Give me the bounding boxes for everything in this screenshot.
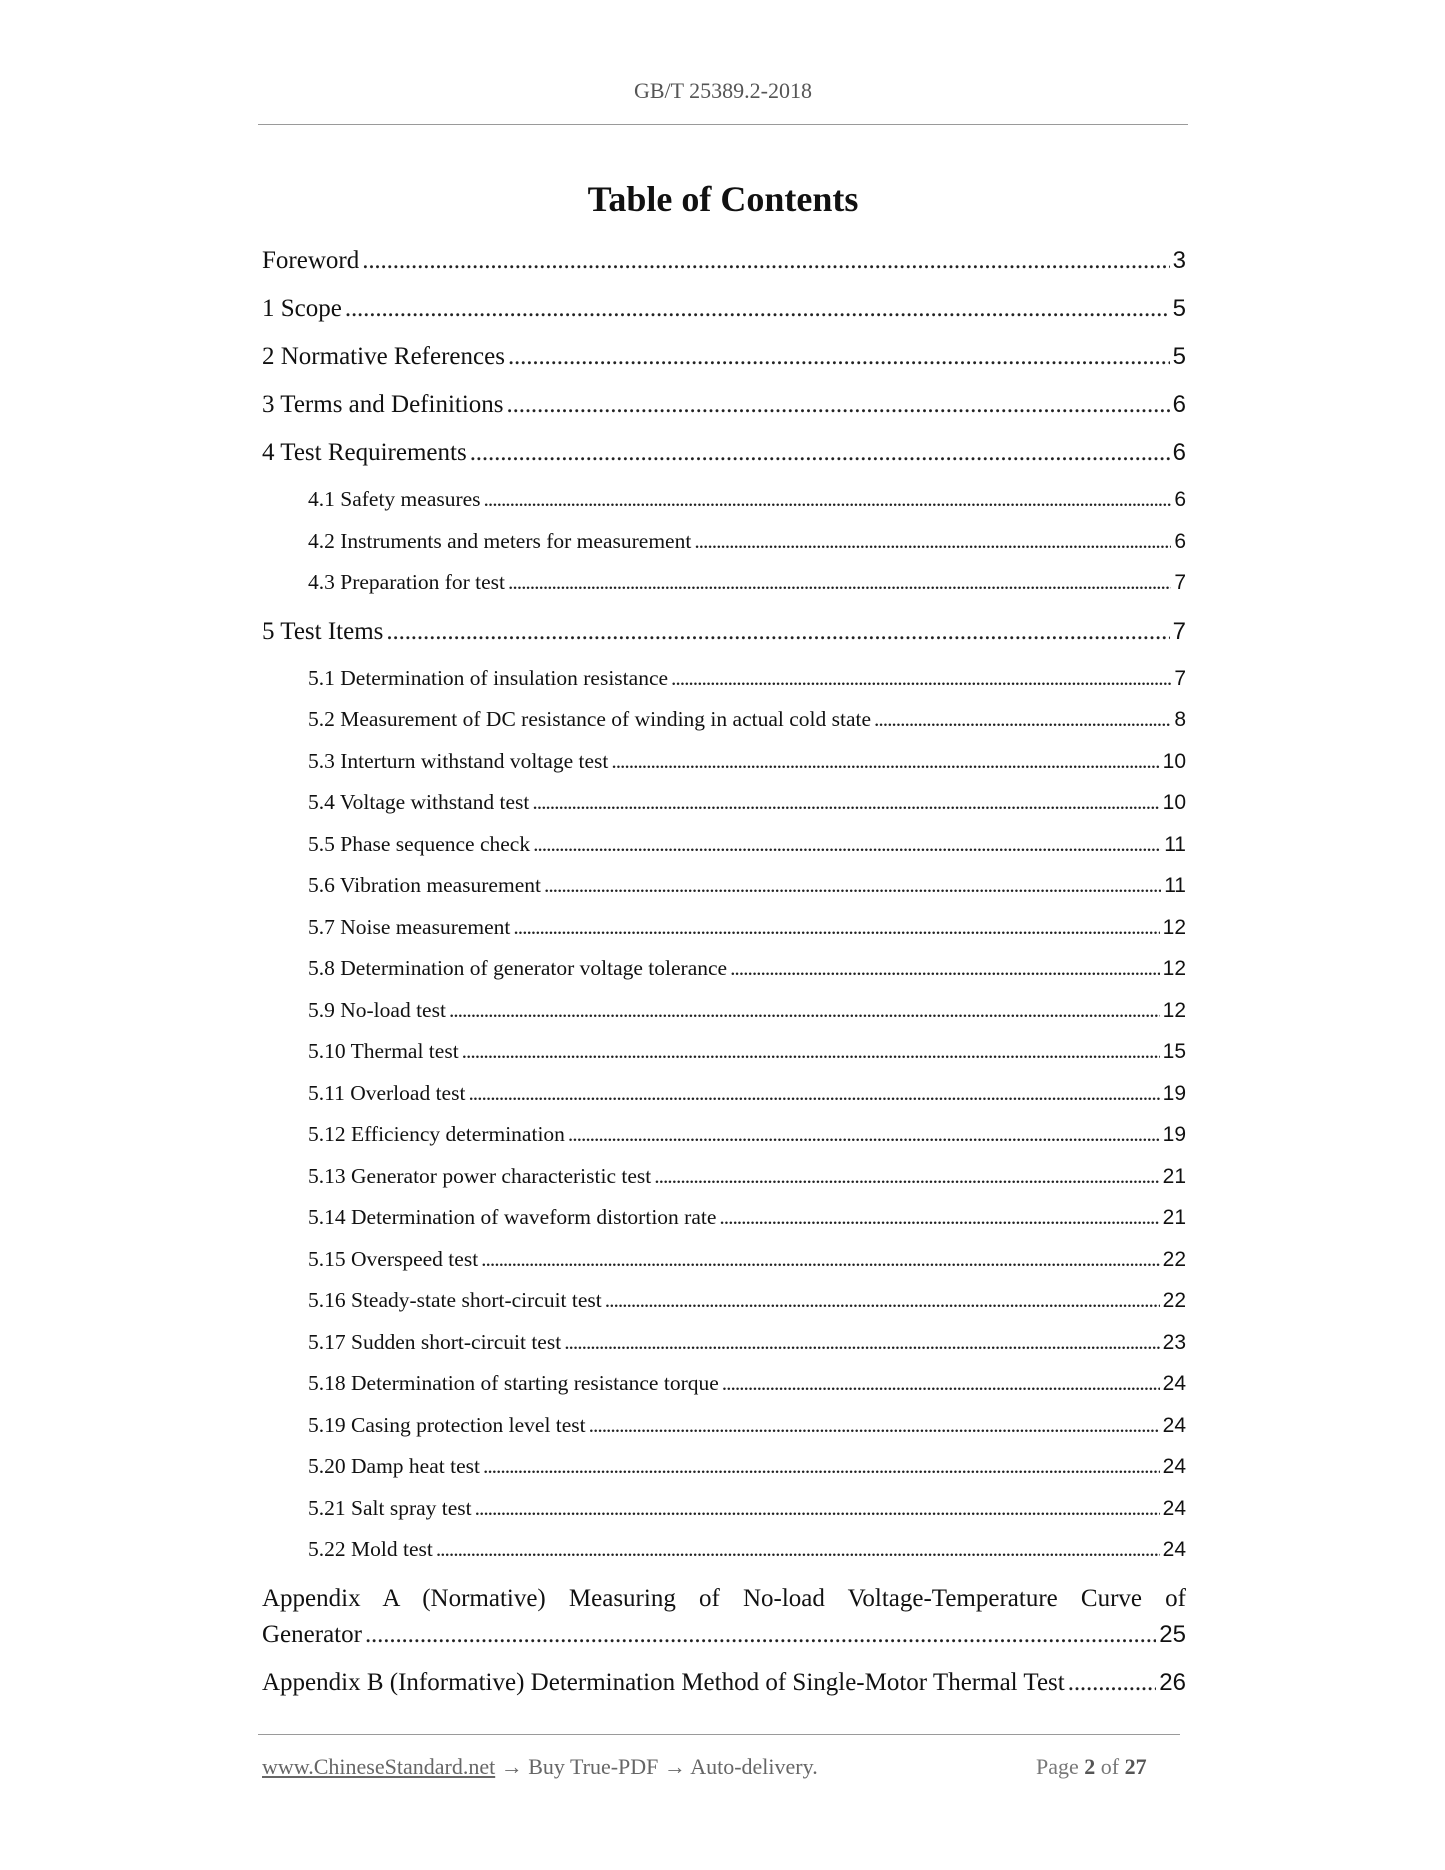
page-word: Page [1036,1754,1079,1779]
dot-leader [386,618,1169,646]
page-title: Table of Contents [587,179,859,219]
toc-label: 5.19 Casing protection level test [308,1412,586,1437]
dot-leader [1068,1669,1157,1697]
toc-entry-5-13[interactable] [262,1164,1186,1206]
arrow-right-icon: → [500,1754,523,1779]
footer-promo [262,1754,818,1780]
dot-leader [449,998,1160,1023]
dot-leader [507,391,1170,419]
header-divider [258,124,1188,125]
toc-page-number: 7 [1174,666,1186,690]
toc-label: 4 Test Requirements [262,439,467,466]
toc-label: 4.3 Preparation for test [308,570,506,594]
dot-leader [508,343,1170,371]
toc-page-number: 24 [1162,1372,1186,1395]
toc-page-number: 11 [1164,832,1186,856]
toc-entry-4-1[interactable] [262,487,1186,529]
arrow-right-icon: → [663,1754,686,1779]
toc-page-number: 7 [1172,617,1186,645]
toc-page-number: 6 [1172,439,1186,466]
dot-leader [345,295,1170,323]
toc-label: 5.6 Vibration measurement [308,873,541,897]
toc-label-line2: Generator [262,1620,362,1648]
auto-delivery-text: Auto-delivery. [690,1754,818,1779]
toc-label: 5.21 Salt spray test [308,1495,472,1520]
toc-entry-4-2[interactable] [262,529,1186,571]
toc-entry-normative-references[interactable] [262,343,1186,391]
toc-page-number: 24 [1162,1455,1186,1478]
toc-page-number: 19 [1162,1081,1186,1105]
toc-entry-5-7[interactable] [262,915,1186,957]
toc-label: 5.1 Determination of insulation resistance [308,665,669,690]
toc-label: 5.4 Voltage withstand test [308,790,530,814]
toc-label: 5.5 Phase sequence check [308,831,531,856]
toc-entry-5-6[interactable] [262,873,1186,915]
toc-label: 5.16 Steady-state short-circuit test [308,1288,602,1312]
toc-label: 5.15 Overspeed test [308,1246,479,1271]
toc-entry-5-5[interactable] [262,832,1186,874]
toc-label: 5.22 Mold test [308,1537,433,1561]
toc-page-number: 5 [1172,343,1186,370]
toc-entry-5-16[interactable] [262,1288,1186,1330]
toc-entry-5-17[interactable] [262,1330,1186,1372]
dot-leader [468,1081,1159,1106]
toc-page-number: 12 [1162,957,1186,980]
dot-leader [564,1330,1159,1355]
buy-true-pdf-text: Buy True-PDF [528,1754,659,1779]
table-of-contents [262,247,1186,1717]
toc-page-number: 12 [1162,998,1186,1022]
dot-leader [470,439,1170,467]
toc-page-number: 24 [1162,1538,1186,1561]
toc-label: 5.14 Determination of waveform distortion rate [308,1205,717,1229]
toc-page-number: 6 [1174,529,1186,553]
toc-label: 5.13 Generator power characteristic test [308,1163,652,1188]
toc-label: 5 Test Items [262,617,384,645]
toc-page-number: 5 [1172,295,1186,322]
toc-page-number: 23 [1162,1330,1186,1354]
toc-page-number: 12 [1162,915,1186,939]
toc-page-number: 10 [1162,791,1186,814]
toc-entry-5-19[interactable] [262,1413,1186,1455]
toc-entry-appendix-a[interactable] [262,1585,1186,1669]
dot-leader [475,1496,1160,1521]
toc-entry-5-21[interactable] [262,1496,1186,1538]
toc-page-number: 6 [1174,488,1186,511]
toc-label: Appendix B (Informative) Determination Method of Single-Motor Thermal Test [262,1668,1065,1696]
dot-leader [874,707,1171,732]
toc-label-line1: Appendix A (Normative) Measuring of No-load Voltage-Temperature Curve of [262,1584,1186,1612]
toc-page-number: 22 [1162,1289,1186,1312]
dot-leader [362,247,1169,275]
toc-entry-5-4[interactable] [262,790,1186,832]
toc-page-number: 15 [1162,1040,1186,1063]
dot-leader [513,915,1159,940]
toc-entry-test-items[interactable] [262,618,1186,666]
dot-leader [654,1164,1159,1189]
document-id-header: GB/T 25389.2-2018 [633,78,813,103]
current-page-number: 2 [1084,1754,1096,1779]
toc-label: 4.2 Instruments and meters for measurement [308,528,692,553]
toc-page-number: 24 [1162,1496,1186,1520]
toc-page-number: 3 [1172,247,1186,274]
toc-entry-5-22[interactable] [262,1537,1186,1579]
toc-entry-4-3[interactable] [262,570,1186,612]
dot-leader [694,529,1171,554]
website-link[interactable]: www.ChineseStandard.net [262,1754,496,1779]
toc-page-number: 11 [1164,874,1186,897]
dot-leader [719,1205,1159,1230]
dot-leader [671,666,1171,691]
toc-label: 5.8 Determination of generator voltage tolerance [308,956,728,980]
toc-label: 5.18 Determination of starting resistance torque [308,1371,719,1395]
dot-leader [589,1413,1160,1438]
total-pages: 27 [1124,1754,1147,1779]
page-indicator [1036,1754,1147,1780]
toc-label: 3 Terms and Definitions [262,391,504,418]
toc-entry-test-requirements[interactable] [262,439,1186,487]
toc-label: 5.2 Measurement of DC resistance of winding in actual cold state [308,707,872,731]
footer-divider [258,1734,1180,1735]
toc-entry-5-18[interactable] [262,1371,1186,1413]
dot-leader [365,1621,1156,1649]
toc-label: 5.11 Overload test [308,1080,466,1105]
toc-entry-terms-and-definitions[interactable] [262,391,1186,439]
toc-entry-5-15[interactable] [262,1247,1186,1289]
toc-label: 5.3 Interturn withstand voltage test [308,748,609,773]
toc-entry-5-11[interactable] [262,1081,1186,1123]
dot-leader [544,873,1161,898]
toc-label: 5.9 No-load test [308,997,446,1022]
toc-entry-5-14[interactable] [262,1205,1186,1247]
dot-leader [611,749,1159,774]
toc-label: Foreword [262,247,360,274]
dot-leader [722,1371,1160,1396]
dot-leader [532,790,1159,815]
toc-entry-foreword[interactable] [262,247,1186,295]
toc-page-number: 10 [1162,749,1186,773]
toc-entry-5-20[interactable] [262,1454,1186,1496]
dot-leader [483,1454,1160,1479]
toc-page-number: 22 [1162,1247,1186,1271]
toc-page-number: 24 [1162,1413,1186,1437]
toc-label: 5.7 Noise measurement [308,914,511,939]
toc-page-number: 21 [1162,1164,1186,1188]
toc-label: 1 Scope [262,295,342,322]
toc-label: 5.17 Sudden short-circuit test [308,1329,562,1354]
toc-label: 5.12 Efficiency determination [308,1122,565,1146]
toc-page-number: 19 [1162,1123,1186,1146]
dot-leader [508,570,1171,595]
toc-entry-5-8[interactable] [262,956,1186,998]
dot-leader [605,1288,1160,1313]
toc-label: 4.1 Safety measures [308,487,481,511]
toc-label: 5.20 Damp heat test [308,1454,480,1478]
dot-leader [533,832,1161,857]
toc-entry-5-12[interactable] [262,1122,1186,1164]
dot-leader [436,1537,1160,1562]
toc-entry-5-2[interactable] [262,707,1186,749]
toc-page-number: 8 [1174,708,1186,731]
dot-leader [481,1247,1159,1272]
toc-entry-5-9[interactable] [262,998,1186,1040]
dot-leader [730,956,1160,981]
toc-page-number: 25 [1159,1620,1186,1648]
toc-label: 5.10 Thermal test [308,1039,459,1063]
toc-label: 2 Normative References [262,343,505,370]
toc-page-number: 21 [1162,1206,1186,1229]
toc-page-number: 26 [1159,1668,1186,1696]
toc-page-number: 7 [1174,571,1186,594]
of-word: of [1100,1754,1120,1779]
toc-page-number: 6 [1172,391,1186,418]
toc-entry-scope[interactable] [262,295,1186,343]
toc-entry-5-10[interactable] [262,1039,1186,1081]
dot-leader [568,1122,1160,1147]
dot-leader [462,1039,1160,1064]
toc-entry-5-1[interactable] [262,666,1186,708]
toc-entry-appendix-b[interactable] [262,1669,1186,1717]
dot-leader [484,487,1172,512]
toc-entry-5-3[interactable] [262,749,1186,791]
